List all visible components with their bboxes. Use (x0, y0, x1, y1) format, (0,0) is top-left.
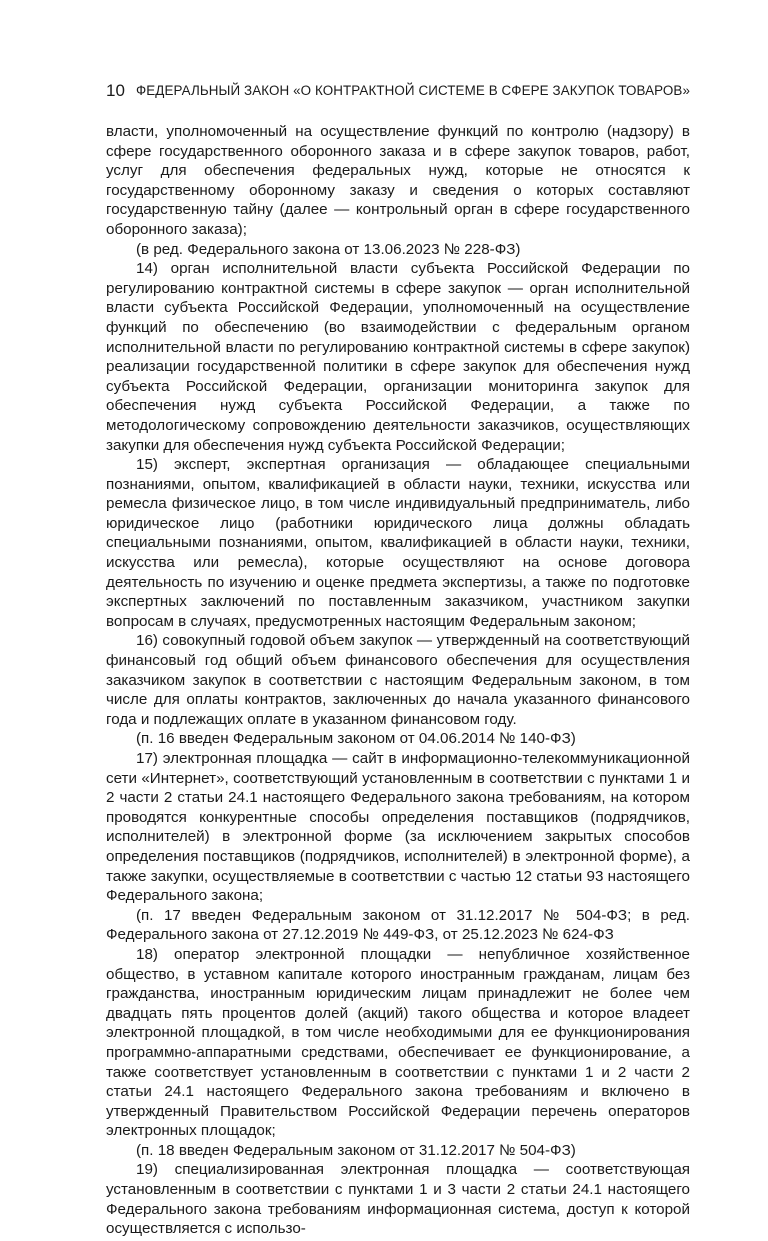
amendment-note: (в ред. Федерального закона от 13.06.2023 № 228-ФЗ) (136, 240, 521, 258)
paragraph-item-16: 16) совокупный годовой объем закупок — утвержденный на соответствующий финансовый год общий объем финансового обеспечения для осуществления заказчиком закупок в соответствии с настоящим Федеральным законом, в том числе для оплаты контрактов, заключенных до начала указанного финансового года и подлежащих оплате в указанном финансовом году. (106, 632, 690, 728)
paragraph-item-17: 17) электронная площадка — сайт в информационно-телекоммуникационной сети «Интернет», соответствующий установленным в соответствии с пунктами 1 и 2 части 2 статьи 24.1 настоящего Федерального закона требованиям, на котором проводятся конкурентные способы определения поставщиков (подрядчиков, исполнителей) в электронной форме (за исключением закрытых способов определения поставщиков (подрядчиков, исполнителей) в электронной форме), а также закупки, осуществляемые в соответствии с частью 12 статьи 93 настоящего Федерального закона; (106, 750, 690, 905)
paragraph-item-15: 15) эксперт, экспертная организация — обладающее специальными познаниями, опытом, квалификацией в области науки, техники, искусства или ремесла физическое лицо, в том числе индивидуальный предприниматель, либо юридическое лицо (работники юридического лица должны обладать специальными познаниями, опытом, квалификацией в области науки, техники, искусства или ремесла), которые осуществляют на основе договора деятельность по изучению и оценке предмета экспертизы, а также по подготовке экспертных заключений по поставленным заказчиком, участником закупки вопросам в случаях, предусмотренных настоящим Федеральным законом; (106, 456, 690, 630)
amendment-note: (п. 16 введен Федеральным законом от 04.06.2014 № 140-ФЗ) (136, 730, 576, 748)
page-number: 10 (106, 81, 125, 100)
page-header (106, 80, 690, 102)
paragraph-item-14: 14) орган исполнительной власти субъекта Российской Федерации по регулированию контрактной системы в сфере закупок — орган исполнительной власти субъекта Российской Федерации, уполномоченный на осуществление функций по обеспечению (во взаимодействии с федеральным органом исполнительной власти по регулированию контрактной системы в сфере закупок) реализации государственной политики в сфере закупок для обеспечения нужд субъекта Российской Федерации, организации мониторинга закупок для обеспечения нужд субъекта Российской Федерации, а также по методологическому сопровождению деятельности заказчиков, осуществляющих закупки для обеспечения нужд субъекта Российской Федерации; (106, 260, 690, 454)
body-text (106, 122, 690, 1239)
amendment-note: (п. 18 введен Федеральным законом от 31.12.2017 № 504-ФЗ) (136, 1141, 576, 1159)
amendment-note: (п. 17 введен Федеральным законом от 31.12.2017 № 504-ФЗ; в ред. Федерального закона от 27.12.2019 № 449-ФЗ, от 25.12.2023 № 624-ФЗ (106, 906, 690, 944)
paragraph-item-18: 18) оператор электронной площадки — непубличное хозяйственное общество, в уставном капитале которого иностранным гражданам, лицам без гражданства, иностранным юридическим лицам принадлежит не более чем двадцать пять процентов долей (акций) такого общества и которое владеет электронной площадкой, в том числе необходимыми для ее функционирования программно-аппаратными средствами, обеспечивает ее функционирование, а также соответствует установленным в соответствии с пунктами 1 и 2 части 2 статьи 24.1 настоящего Федерального закона требованиям и включено в утвержденный Правительством Российской Федерации перечень операторов электронных площадок; (106, 945, 690, 1140)
paragraph-item-19: 19) специализированная электронная площадка — соответствующая установленным в соответствии с пунктами 1 и 3 части 2 статьи 24.1 настоящего Федерального закона требованиям информационная система, доступ к которой осуществляется с использо- (106, 1161, 690, 1238)
paragraph-continuation: власти, уполномоченный на осуществление функций по контролю (надзору) в сфере государственного оборонного заказа и в сфере закупок товаров, работ, услуг для обеспечения федеральных нужд, которые не относятся к государственному оборонному заказу и сведения о которых составляют государственную тайну (далее — контрольный орган в сфере государственного оборонного заказа); (106, 123, 690, 238)
running-title: ФЕДЕРАЛЬНЫЙ ЗАКОН «О КОНТРАКТНОЙ СИСТЕМЕ В СФЕРЕ ЗАКУПОК ТОВАРОВ» (135, 83, 690, 98)
